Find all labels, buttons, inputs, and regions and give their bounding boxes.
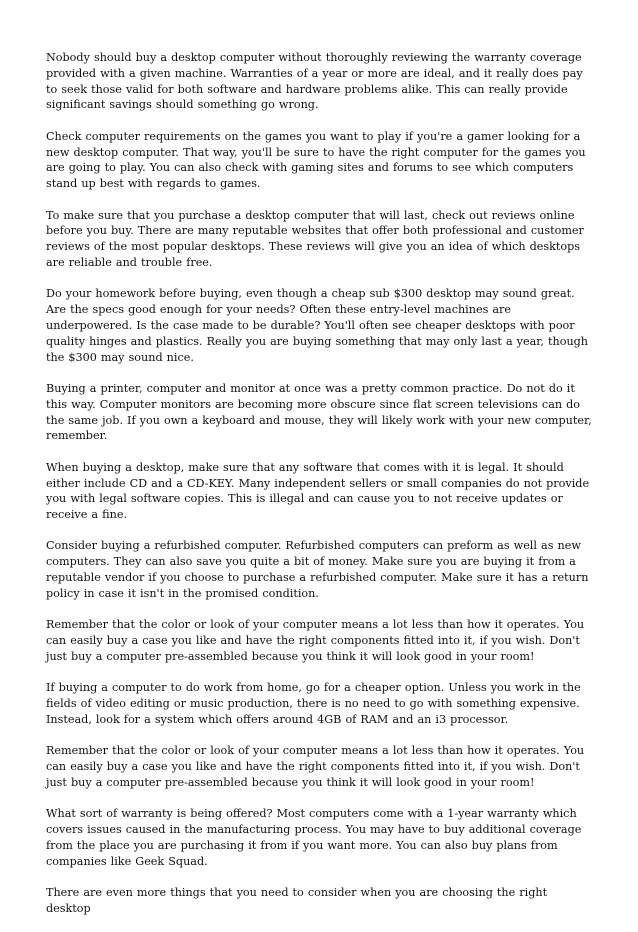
paragraph-color-look-1: Remember that the color or look of your computer means a lot less than how it operates. You can easily buy a case you like and have the right components fitted into it, if you wish. Don't just buy a computer pre-assembled because you think it will look good in your room! [46,618,585,663]
paragraph-cheap-desktops: Do your homework before buying, even though a cheap sub $300 desktop may sound great. Are the specs good enough for your needs? Often these entry-level machines are underpowered. Is the case made to be durable? You'll often see cheaper desktops with poor quality hinges and plastics. Really you are buying something that may only last a year, though the $300 may sound nice. [46,287,589,364]
paragraph-warranty-coverage: Nobody should buy a desktop computer without thoroughly reviewing the warranty coverage provided with a given machine. Warranties of a year or more are ideal, and it really does pay to seek those valid for both software and hardware problems alike. This can really provide significant savings should something go wrong. [46,51,583,112]
paragraph-work-from-home: If buying a computer to do work from home, go for a cheaper option. Unless you work in the fields of video editing or music production, there is no need to go with something expensive. Instead, look for a system which offers around 4GB of RAM and an i3 processor. [46,681,581,726]
paragraph-printer-monitor: Buying a printer, computer and monitor at once was a pretty common practice. Do not do it this way. Computer monitors are becoming more obscure since flat screen televisions can do the same job. If you own a keyboard and mouse, they will likely work with your new computer, remember. [46,381,592,443]
paragraph-refurbished: Consider buying a refurbished computer. Refurbished computers can preform as well as new computers. They can also save you quite a bit of money. Make sure you are buying it from a reputable vendor if you choose to purchase a refurbished computer. Make sure it has a return policy in case it isn't in the promised condition. [46,539,589,600]
document-body [46,50,594,932]
paragraph-more-things: There are even more things that you need to consider when you are choosing the right desktop [46,886,548,915]
paragraph-gaming-requirements: Check computer requirements on the games you want to play if you're a gamer looking for a new desktop computer. That way, you'll be sure to have the right computer for the games you are going to play. You can also check with gaming sites and forums to see which computers stand up best with regards to games. [46,129,586,191]
paragraph-warranty-offered: What sort of warranty is being offered? Most computers come with a 1-year warranty which covers issues caused in the manufacturing process. You may have to buy additional coverage from the place you are purchasing it from if you want more. You can also buy plans from companies like Geek Squad. [46,807,582,868]
paragraph-legal-software: When buying a desktop, make sure that any software that comes with it is legal. It should either include CD and a CD-KEY. Many independent sellers or small companies do not provide you with legal software copies. This is illegal and can cause you to not receive updates or receive a fine. [46,460,590,522]
paragraph-online-reviews: To make sure that you purchase a desktop computer that will last, check out reviews online before you buy. There are many reputable websites that offer both professional and customer reviews of the most popular desktops. These reviews will give you an idea of which desktops are reliable and trouble free. [46,208,584,269]
paragraph-color-look-2: Remember that the color or look of your computer means a lot less than how it operates. You can easily buy a case you like and have the right components fitted into it, if you wish. Don't just buy a computer pre-assembled because you think it will look good in your room! [46,744,585,789]
